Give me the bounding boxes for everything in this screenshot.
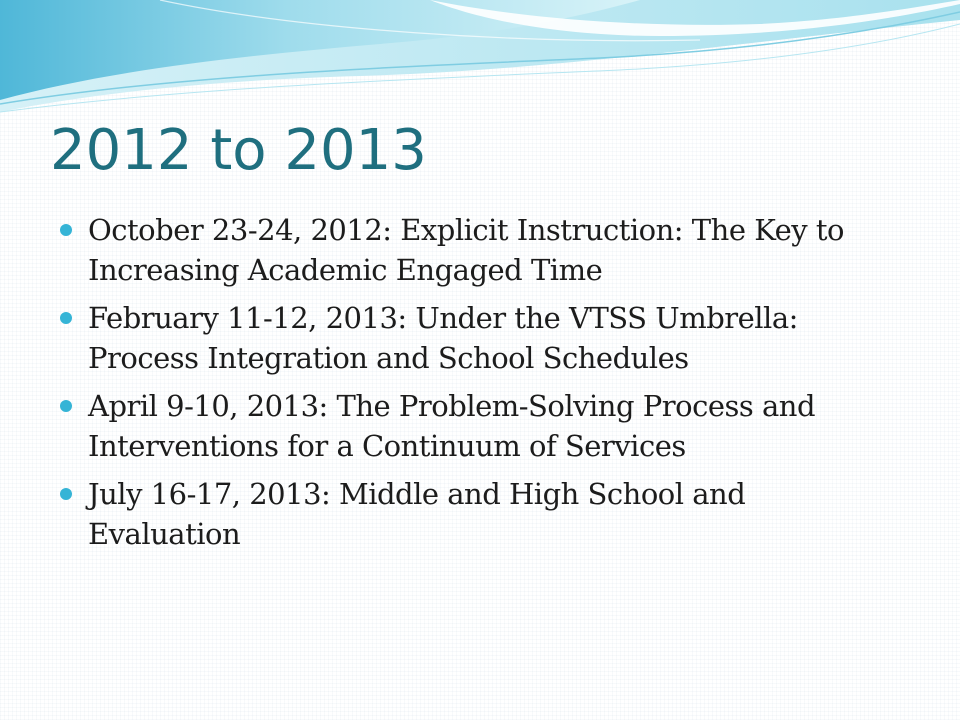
bullet-text: April 9-10, 2013: The Problem-Solving Process and Interventions for a Continuum of Services [88, 389, 816, 463]
bullet-dot-icon [60, 224, 72, 236]
bullet-list [60, 210, 880, 562]
bullet-item [60, 474, 880, 554]
bullet-text: July 16-17, 2013: Middle and High School and Evaluation [88, 477, 746, 551]
slide-title: 2012 to 2013 [50, 118, 427, 183]
bullet-dot-icon [60, 400, 72, 412]
bullet-text: February 11-12, 2013: Under the VTSS Umbrella: Process Integration and School Schedules [88, 301, 798, 375]
bullet-item [60, 298, 880, 378]
bullet-dot-icon [60, 488, 72, 500]
bullet-item [60, 210, 880, 290]
bullet-text: October 23-24, 2012: Explicit Instruction: The Key to Increasing Academic Engaged Time [88, 213, 844, 287]
bullet-dot-icon [60, 312, 72, 324]
bullet-item [60, 386, 880, 466]
header-wave-decoration [0, 0, 960, 130]
